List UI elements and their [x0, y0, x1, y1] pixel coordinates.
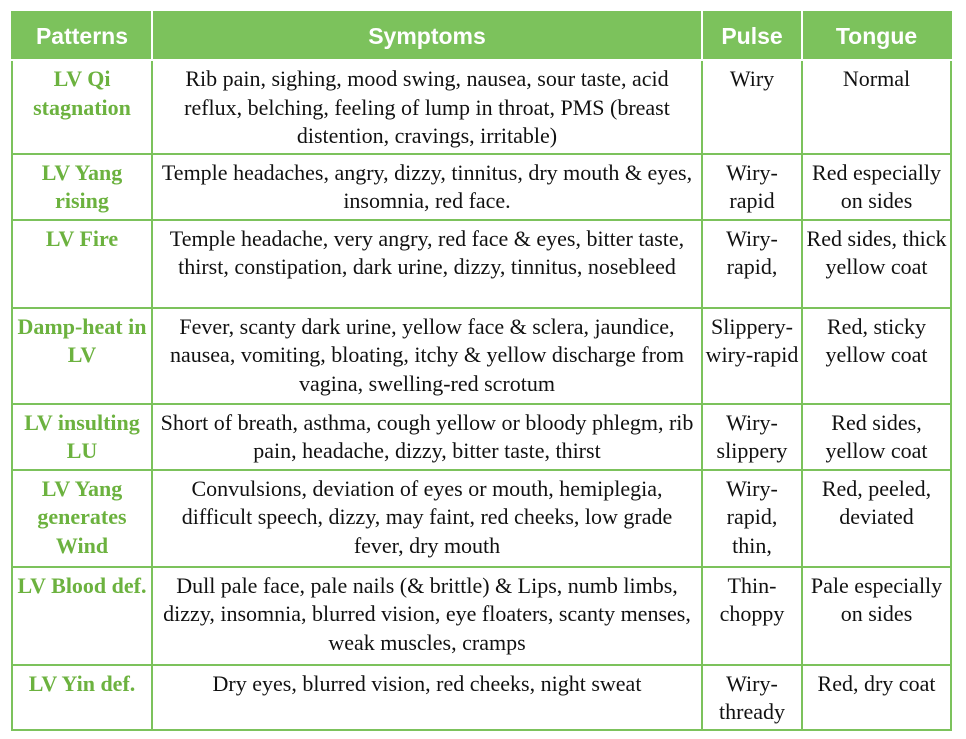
pattern-cell: LV Yang generates Wind [12, 470, 152, 567]
pattern-cell: LV Fire [12, 220, 152, 308]
pulse-cell: Wiry-rapid [702, 154, 802, 220]
symptoms-cell: Temple headaches, angry, dizzy, tinnitus, dry mouth & eyes, insomnia, red face. [152, 154, 702, 220]
table-row [12, 665, 951, 730]
tongue-cell: Red especially on sides [802, 154, 951, 220]
pulse-cell: Thin-choppy [702, 567, 802, 665]
tongue-cell: Normal [802, 60, 951, 154]
pulse-cell: Wiry [702, 60, 802, 154]
pattern-cell: LV insulting LU [12, 404, 152, 470]
pattern-cell: LV Qi stagnation [12, 60, 152, 154]
pulse-cell: Wiry-rapid, [702, 220, 802, 308]
tongue-cell: Red, sticky yellow coat [802, 308, 951, 404]
tongue-cell: Red, dry coat [802, 665, 951, 730]
table-row [12, 567, 951, 665]
symptoms-cell: Convulsions, deviation of eyes or mouth, hemiplegia, difficult speech, dizzy, may faint, red cheeks, low grade fever, dry mouth [152, 470, 702, 567]
table-row [12, 470, 951, 567]
pattern-cell: LV Blood def. [12, 567, 152, 665]
tongue-cell: Red sides, yellow coat [802, 404, 951, 470]
tongue-cell: Pale especially on sides [802, 567, 951, 665]
symptoms-cell: Dry eyes, blurred vision, red cheeks, night sweat [152, 665, 702, 730]
symptoms-cell: Dull pale face, pale nails (& brittle) & Lips, numb limbs, dizzy, insomnia, blurred vision, eye floaters, scanty menses, weak muscles, cramps [152, 567, 702, 665]
header-symptoms: Symptoms [152, 12, 702, 60]
tongue-cell: Red, peeled, deviated [802, 470, 951, 567]
table-row [12, 154, 951, 220]
header-tongue: Tongue [802, 12, 951, 60]
liver-patterns-table [11, 11, 952, 731]
pulse-cell: Wiry-rapid, thin, [702, 470, 802, 567]
patterns-table-container [11, 11, 952, 731]
symptoms-cell: Temple headache, very angry, red face & eyes, bitter taste, thirst, constipation, dark urine, dizzy, tinnitus, nosebleed [152, 220, 702, 308]
header-patterns: Patterns [12, 12, 152, 60]
header-pulse: Pulse [702, 12, 802, 60]
symptoms-cell: Fever, scanty dark urine, yellow face & sclera, jaundice, nausea, vomiting, bloating, itchy & yellow discharge from vagina, swelling-red scrotum [152, 308, 702, 404]
pulse-cell: Wiry-thready [702, 665, 802, 730]
tongue-cell: Red sides, thick yellow coat [802, 220, 951, 308]
pattern-cell: LV Yin def. [12, 665, 152, 730]
symptoms-cell: Rib pain, sighing, mood swing, nausea, sour taste, acid reflux, belching, feeling of lump in throat, PMS (breast distention, cravings, irritable) [152, 60, 702, 154]
pattern-cell: LV Yang rising [12, 154, 152, 220]
table-row [12, 404, 951, 470]
table-row [12, 308, 951, 404]
pattern-cell: Damp-heat in LV [12, 308, 152, 404]
pulse-cell: Wiry-slippery [702, 404, 802, 470]
header-row [12, 12, 951, 60]
table-row [12, 60, 951, 154]
table-row [12, 220, 951, 308]
symptoms-cell: Short of breath, asthma, cough yellow or bloody phlegm, rib pain, headache, dizzy, bitter taste, thirst [152, 404, 702, 470]
pulse-cell: Slippery-wiry-rapid [702, 308, 802, 404]
